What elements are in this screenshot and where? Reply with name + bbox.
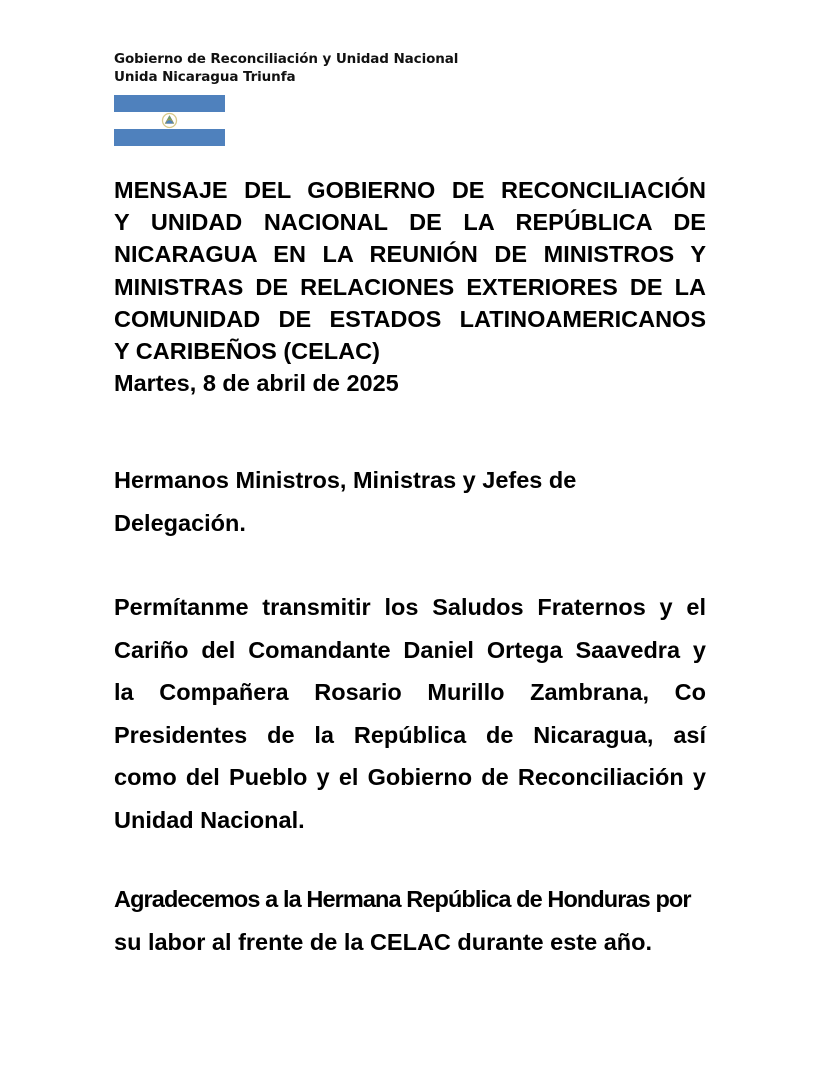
- title-line: COMUNIDAD DE ESTADOS LATINOAMERICANOS: [114, 305, 706, 332]
- nicaragua-flag-icon: [114, 95, 225, 146]
- paragraph-line: Permítanme transmitir los Saludos Fraternos y el: [114, 594, 706, 620]
- paragraph-line: su labor al frente de la CELAC durante este año.: [114, 928, 653, 955]
- paragraph-line: Unidad Nacional.: [114, 806, 305, 833]
- paragraph-line: Agradecemos a la Hermana República de Honduras por: [114, 886, 691, 912]
- title-line: MINISTRAS DE RELACIONES EXTERIORES DE LA: [114, 273, 706, 300]
- title-line: Y CARIBEÑOS (CELAC): [114, 338, 380, 365]
- paragraph-line: Presidentes de la República de Nicaragua, así: [114, 721, 706, 748]
- flag-top-band: [114, 95, 225, 112]
- document-title: [114, 174, 706, 367]
- coat-of-arms-icon: [161, 112, 178, 129]
- paragraph-line: Hermanos Ministros, Ministras y Jefes de: [114, 467, 577, 493]
- paragraph-line: la Compañera Rosario Murillo Zambrana, Co: [114, 679, 706, 705]
- title-line: Y UNIDAD NACIONAL DE LA REPÚBLICA DE: [114, 209, 706, 236]
- salutation-paragraph: [114, 586, 706, 841]
- thanks-paragraph: [114, 878, 706, 963]
- title-line: MENSAJE DEL GOBIERNO DE RECONCILIACIÓN: [114, 177, 706, 203]
- paragraph-line: Delegación.: [114, 509, 246, 536]
- greeting-paragraph: [114, 459, 706, 544]
- title-line: NICARAGUA EN LA REUNIÓN DE MINISTROS Y: [114, 241, 706, 268]
- letterhead: [114, 50, 458, 86]
- letterhead-slogan: Unida Nicaragua Triunfa: [114, 69, 296, 85]
- paragraph-line: como del Pueblo y el Gobierno de Reconciliación y: [114, 764, 706, 790]
- flag-bottom-band: [114, 129, 225, 146]
- paragraph-line: Cariño del Comandante Daniel Ortega Saavedra y: [114, 636, 706, 663]
- letterhead-government-name: Gobierno de Reconciliación y Unidad Nacional: [114, 51, 459, 67]
- document-date: Martes, 8 de abril de 2025: [114, 370, 399, 396]
